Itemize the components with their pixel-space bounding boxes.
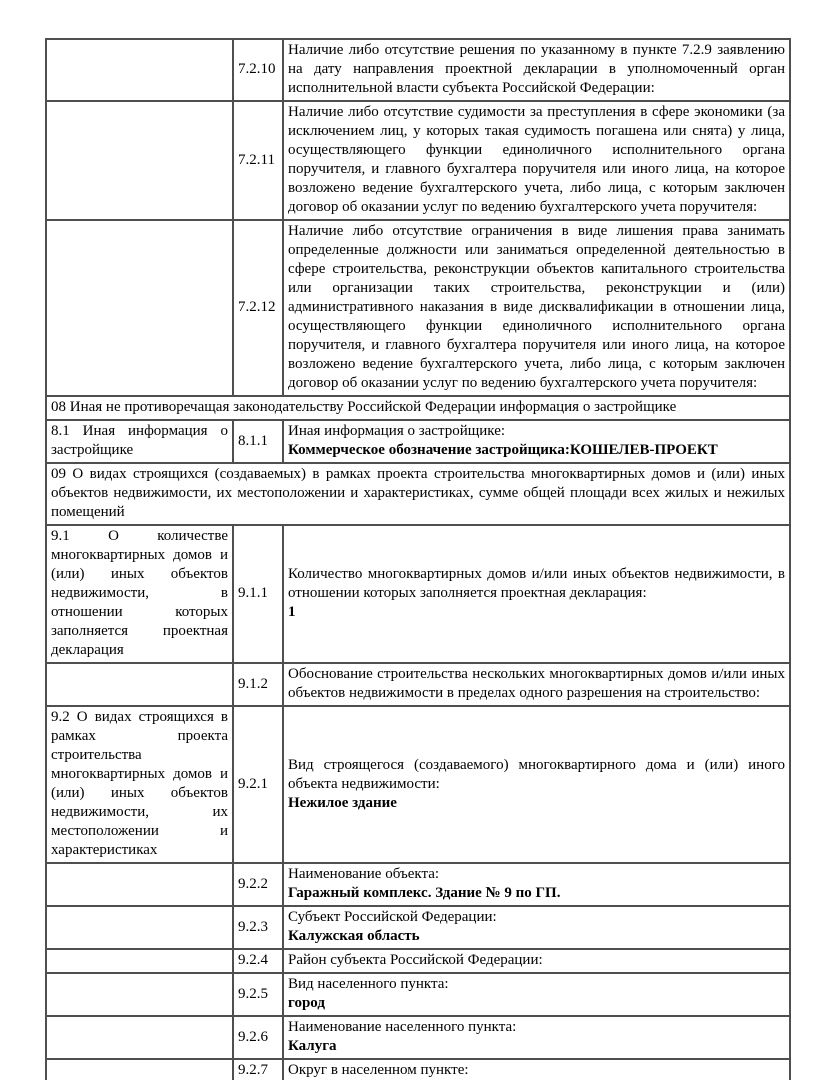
- field-value: 1: [288, 604, 296, 620]
- row-content-cell: [283, 39, 790, 101]
- field-label: Округ в населенном пункте:: [288, 1062, 469, 1078]
- row-content-cell: [283, 949, 790, 973]
- table-row: [46, 973, 790, 1016]
- section-row: [46, 396, 790, 420]
- field-value: Нежилое здание: [288, 794, 397, 811]
- field-value: Калуга: [288, 1038, 337, 1054]
- row-number-cell: 9.2.3: [233, 906, 283, 949]
- field-label: Наименование населенного пункта:: [288, 1019, 517, 1035]
- row-content-cell: [283, 420, 790, 463]
- row-content-cell: [283, 1016, 790, 1059]
- project-declaration-table: [45, 38, 791, 1080]
- field-label: Вид населенного пункта:: [288, 976, 449, 992]
- field-label: Количество многоквартирных домов и/или иных объектов недвижимости, в отношении которых заполняется проектная декларация:: [288, 566, 785, 601]
- row-content-cell: [283, 1059, 790, 1080]
- section-header: 09 О видах строящихся (создаваемых) в рамках проекта строительства многоквартирных домов и (или) иных объектов недвижимости, их местоположении и характеристиках, сумме общей площади всех жилых и нежилых помещений: [46, 463, 790, 525]
- field-label: Вид строящегося (создаваемого) многоквартирного дома и (или) иного объекта недвижимости:: [288, 756, 785, 792]
- field-value: Гаражный комплекс. Здание № 9 по ГП.: [288, 885, 561, 901]
- row-content-cell: [283, 101, 790, 220]
- row-topic-cell: 9.2 О видах строящихся в рамках проекта строительства многоквартирных домов и (или) иных объектов недвижимости, их местоположении и характеристиках: [46, 706, 233, 863]
- row-content-cell: [283, 220, 790, 396]
- table-row: [46, 39, 790, 101]
- table-row: [46, 706, 790, 863]
- table-row: [46, 906, 790, 949]
- field-label: Наименование объекта:: [288, 866, 440, 882]
- row-topic-cell: [46, 863, 233, 906]
- table-row: [46, 663, 790, 706]
- row-number-cell: 9.1.2: [233, 663, 283, 706]
- declaration-table-body: [46, 39, 790, 1080]
- row-topic-cell: 8.1 Иная информация о застройщике: [46, 420, 233, 463]
- row-number-cell: 7.2.12: [233, 220, 283, 396]
- row-content-cell: [283, 706, 790, 863]
- table-row: [46, 525, 790, 663]
- table-row: [46, 1059, 790, 1080]
- table-row: [46, 1016, 790, 1059]
- row-number-cell: 8.1.1: [233, 420, 283, 463]
- field-label: Иная информация о застройщике:: [288, 423, 506, 439]
- row-topic-cell: [46, 39, 233, 101]
- row-number-cell: 9.1.1: [233, 525, 283, 663]
- row-number-cell: 9.2.5: [233, 973, 283, 1016]
- field-value: Калужская область: [288, 928, 420, 944]
- table-row: [46, 420, 790, 463]
- field-value: город: [288, 995, 325, 1011]
- row-content-cell: [283, 906, 790, 949]
- row-number-cell: 9.2.2: [233, 863, 283, 906]
- field-label: Обоснование строительства нескольких многоквартирных домов и/или иных объектов недвижимости в пределах одного разрешения на строительство:: [288, 666, 785, 701]
- row-number-cell: 9.2.7: [233, 1059, 283, 1080]
- row-number-cell: 9.2.4: [233, 949, 283, 973]
- field-label: Район субъекта Российской Федерации:: [288, 952, 543, 968]
- section-row: [46, 463, 790, 525]
- table-row: [46, 863, 790, 906]
- table-row: [46, 949, 790, 973]
- table-row: [46, 101, 790, 220]
- row-topic-cell: [46, 1016, 233, 1059]
- row-topic-cell: [46, 220, 233, 396]
- field-label: Субъект Российской Федерации:: [288, 909, 497, 925]
- row-content-cell: [283, 525, 790, 663]
- row-topic-cell: 9.1 О количестве многоквартирных домов и (или) иных объектов недвижимости, в отношении которых заполняется проектная декларация: [46, 525, 233, 663]
- row-content-cell: [283, 863, 790, 906]
- row-number-cell: 9.2.6: [233, 1016, 283, 1059]
- table-row: [46, 220, 790, 396]
- row-topic-cell: [46, 906, 233, 949]
- row-topic-cell: [46, 101, 233, 220]
- field-label: Наличие либо отсутствие судимости за преступления в сфере экономики (за исключением лиц, у которых такая судимость погашена или снята) у лица, осуществляющего функции единоличного исполнительного органа поручителя, и главного бухгалтера поручителя или иного лица, на которое возложено ведение бухгалтерского учета, либо лица, с которым заключен договор об оказании услуг по ведению бухгалтерского учета поручителя:: [288, 104, 785, 215]
- row-number-cell: 7.2.11: [233, 101, 283, 220]
- row-content-cell: [283, 663, 790, 706]
- section-header: 08 Иная не противоречащая законодательству Российской Федерации информация о застройщике: [46, 396, 790, 420]
- field-label: Наличие либо отсутствие ограничения в виде лишения права занимать определенные должности или заниматься определенной деятельностью в сфере строительства, реконструкции объектов капитального строительства или организации таких строительства, реконструкции и (или) административного наказания в виде дисквалификации в отношении лица, осуществляющего функции единоличного исполнительного органа поручителя, и главного бухгалтера поручителя или иного лица, на которое возложено ведение бухгалтерского учета, либо лица, с которым заключен договор об оказании услуг по ведению бухгалтерского учета поручителя:: [288, 223, 785, 391]
- row-topic-cell: [46, 1059, 233, 1080]
- row-topic-cell: [46, 973, 233, 1016]
- row-number-cell: 7.2.10: [233, 39, 283, 101]
- row-content-cell: [283, 973, 790, 1016]
- row-topic-cell: [46, 949, 233, 973]
- field-value: Коммерческое обозначение застройщика:КОШЕЛЕВ-ПРОЕКТ: [288, 442, 718, 458]
- row-topic-cell: [46, 663, 233, 706]
- row-number-cell: 9.2.1: [233, 706, 283, 863]
- field-label: Наличие либо отсутствие решения по указанному в пункте 7.2.9 заявлению на дату направления проектной декларации в уполномоченный орган исполнительной власти субъекта Российской Федерации:: [288, 42, 785, 96]
